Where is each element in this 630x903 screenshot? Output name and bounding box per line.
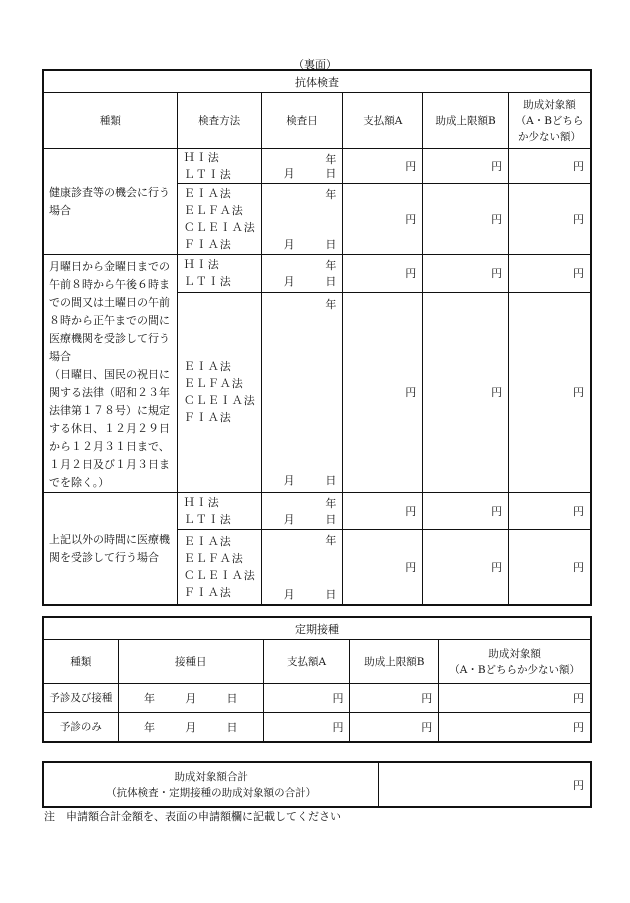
method-label: ＥＩＡ法 <box>183 535 232 548</box>
date-day: 日 <box>325 474 337 488</box>
target-amount-cell[interactable] <box>509 149 591 184</box>
yen-unit: 円 <box>573 692 584 705</box>
method-cell <box>177 255 261 293</box>
method-label: ＣＬＥＩＡ法 <box>183 221 256 234</box>
limit-amount-cell[interactable] <box>423 530 509 605</box>
date-day: 日 <box>226 721 238 734</box>
method-label: ＨＩ法 <box>183 151 220 164</box>
method-label: ＥＬＦＡ法 <box>183 377 244 391</box>
method-cell <box>177 292 261 492</box>
method-label: ＦＩＡ法 <box>183 411 232 425</box>
method-cell <box>177 184 261 255</box>
yen-unit: 円 <box>573 213 584 226</box>
vac-target-amount-cell[interactable] <box>439 684 591 713</box>
vac-limit-amount-cell[interactable] <box>350 684 439 713</box>
method-label: ＦＩＡ法 <box>183 586 232 599</box>
limit-amount-cell[interactable] <box>423 493 509 530</box>
antibody-type-cell <box>44 255 178 493</box>
method-label: ＥＩＡ法 <box>183 187 232 200</box>
yen-unit: 円 <box>491 213 503 226</box>
target-amount-cell[interactable] <box>509 530 591 605</box>
target-amount-cell[interactable] <box>509 184 591 255</box>
yen-unit: 円 <box>405 267 417 281</box>
date-year: 年 <box>325 534 337 547</box>
yen-unit: 円 <box>573 778 584 792</box>
test-date-cell[interactable] <box>261 149 343 184</box>
vaccination-table <box>43 617 591 742</box>
vac-header-target-line1: 助成対象額 <box>488 647 541 660</box>
date-year: 年 <box>325 188 337 201</box>
antibody-test-table <box>43 70 591 605</box>
yen-unit: 円 <box>405 561 417 574</box>
date-month: 月 <box>283 513 295 526</box>
date-day: 日 <box>325 588 337 601</box>
header-method: 検査方法 <box>177 93 261 149</box>
date-year: 年 <box>325 259 337 273</box>
yen-unit: 円 <box>573 267 584 281</box>
limit-amount-cell[interactable] <box>423 149 509 184</box>
date-month: 月 <box>283 238 295 251</box>
antibody-type-label: 上記以外の時間に医療機関を受診して行う場合 <box>49 532 170 564</box>
total-amount-cell[interactable] <box>379 763 591 807</box>
method-label: ＬＴＩ法 <box>183 168 232 181</box>
vac-header-target <box>439 640 591 684</box>
antibody-title: 抗体検査 <box>44 71 591 93</box>
antibody-type-label: 月曜日から金曜日までの午前８時から午後６時までの間又は土曜日の午前８時から正午までの間に医療機関を受診して行う場合 （日曜日、国民の祝日に関する法律（昭和２３年法律第１７８号）に規定する休日、１２月２９日から１２月３１日まで、１月２日及び１月３日までを除く。） <box>49 260 170 489</box>
yen-unit: 円 <box>491 160 503 173</box>
total-label-line2: （抗体検査・定期接種の助成対象額の合計） <box>106 786 317 799</box>
vac-header-date: 接種日 <box>118 640 263 684</box>
vac-paid-amount-cell[interactable] <box>263 713 350 742</box>
method-cell <box>177 493 261 530</box>
header-target: 助成対象額（A・Bどちらか少ない額） <box>509 93 591 149</box>
total-label-line1: 助成対象額合計 <box>174 770 248 783</box>
header-limit: 助成上限額B <box>423 93 509 149</box>
paid-amount-cell[interactable] <box>343 184 423 255</box>
limit-amount-cell[interactable] <box>423 184 509 255</box>
total-table <box>43 762 591 807</box>
vac-header-paid: 支払額A <box>263 640 350 684</box>
test-date-cell[interactable] <box>261 493 343 530</box>
date-month: 月 <box>185 721 197 734</box>
vac-type-cell: 予診及び接種 <box>44 684 119 713</box>
yen-unit: 円 <box>332 692 344 705</box>
paid-amount-cell[interactable] <box>343 292 423 492</box>
header-date: 検査日 <box>261 93 343 149</box>
target-amount-cell[interactable] <box>509 255 591 293</box>
date-year: 年 <box>325 497 337 510</box>
yen-unit: 円 <box>491 267 503 281</box>
yen-unit: 円 <box>405 505 417 518</box>
date-day: 日 <box>325 275 337 289</box>
vaccination-date-cell[interactable] <box>118 713 263 742</box>
limit-amount-cell[interactable] <box>423 255 509 293</box>
header-type: 種類 <box>44 93 178 149</box>
yen-unit: 円 <box>421 721 433 734</box>
yen-unit: 円 <box>405 213 417 226</box>
header-paid: 支払額A <box>343 93 423 149</box>
test-date-cell[interactable] <box>261 184 343 255</box>
method-label: ＬＴＩ法 <box>183 275 232 289</box>
method-label: ＬＴＩ法 <box>183 513 232 526</box>
limit-amount-cell[interactable] <box>423 292 509 492</box>
date-day: 日 <box>226 692 238 705</box>
date-month: 月 <box>283 474 295 488</box>
yen-unit: 円 <box>405 386 417 400</box>
test-date-cell[interactable] <box>261 255 343 293</box>
yen-unit: 円 <box>491 386 503 400</box>
method-label: ＣＬＥＩＡ法 <box>183 394 256 408</box>
method-label: ＥＩＡ法 <box>183 360 232 374</box>
method-label: ＨＩ法 <box>183 496 220 509</box>
test-date-cell[interactable] <box>261 530 343 605</box>
vac-paid-amount-cell[interactable] <box>263 684 350 713</box>
vac-target-amount-cell[interactable] <box>439 713 591 742</box>
method-label: ＨＩ法 <box>183 258 220 272</box>
date-month: 月 <box>283 588 295 601</box>
method-cell <box>177 530 261 605</box>
yen-unit: 円 <box>573 505 584 518</box>
date-year: 年 <box>143 692 155 705</box>
date-year: 年 <box>325 298 337 312</box>
yen-unit: 円 <box>421 692 433 705</box>
date-year: 年 <box>143 721 155 734</box>
paid-amount-cell[interactable] <box>343 530 423 605</box>
footnote: 注 申請額合計金額を、表面の申請額欄に記載してください <box>44 810 341 823</box>
yen-unit: 円 <box>573 386 584 400</box>
yen-unit: 円 <box>573 721 584 734</box>
method-label: ＥＬＦＡ法 <box>183 204 244 217</box>
method-label: ＦＩＡ法 <box>183 238 232 251</box>
date-month: 月 <box>283 275 295 289</box>
yen-unit: 円 <box>491 561 503 574</box>
antibody-type-cell <box>44 149 178 255</box>
date-day: 日 <box>325 167 337 180</box>
target-amount-cell[interactable] <box>509 493 591 530</box>
test-date-cell[interactable] <box>261 292 343 492</box>
total-label-cell <box>44 763 379 807</box>
yen-unit: 円 <box>573 561 584 574</box>
vaccination-title: 定期接種 <box>44 618 591 640</box>
date-day: 日 <box>325 513 337 526</box>
yen-unit: 円 <box>491 505 503 518</box>
antibody-type-label: 健康診査等の機会に行う場合 <box>49 185 170 217</box>
vac-limit-amount-cell[interactable] <box>350 713 439 742</box>
date-day: 日 <box>325 238 337 251</box>
target-amount-cell[interactable] <box>509 292 591 492</box>
antibody-type-cell <box>44 493 178 605</box>
yen-unit: 円 <box>405 160 417 173</box>
page-side-label: （裏面） <box>293 58 337 71</box>
method-label: ＥＬＦＡ法 <box>183 552 244 565</box>
vac-type-cell: 予診のみ <box>44 713 119 742</box>
vac-header-type: 種類 <box>44 640 119 684</box>
paid-amount-cell[interactable] <box>343 255 423 293</box>
method-label: ＣＬＥＩＡ法 <box>183 569 256 582</box>
date-month: 月 <box>283 167 295 180</box>
paid-amount-cell[interactable] <box>343 149 423 184</box>
yen-unit: 円 <box>573 160 584 173</box>
yen-unit: 円 <box>332 721 344 734</box>
date-month: 月 <box>185 692 197 705</box>
vac-header-target-line2: （A・Bどちらか少ない額） <box>449 663 581 676</box>
date-year: 年 <box>325 153 337 166</box>
vaccination-date-cell[interactable] <box>118 684 263 713</box>
method-cell <box>177 149 261 184</box>
vac-header-limit: 助成上限額B <box>350 640 439 684</box>
paid-amount-cell[interactable] <box>343 493 423 530</box>
